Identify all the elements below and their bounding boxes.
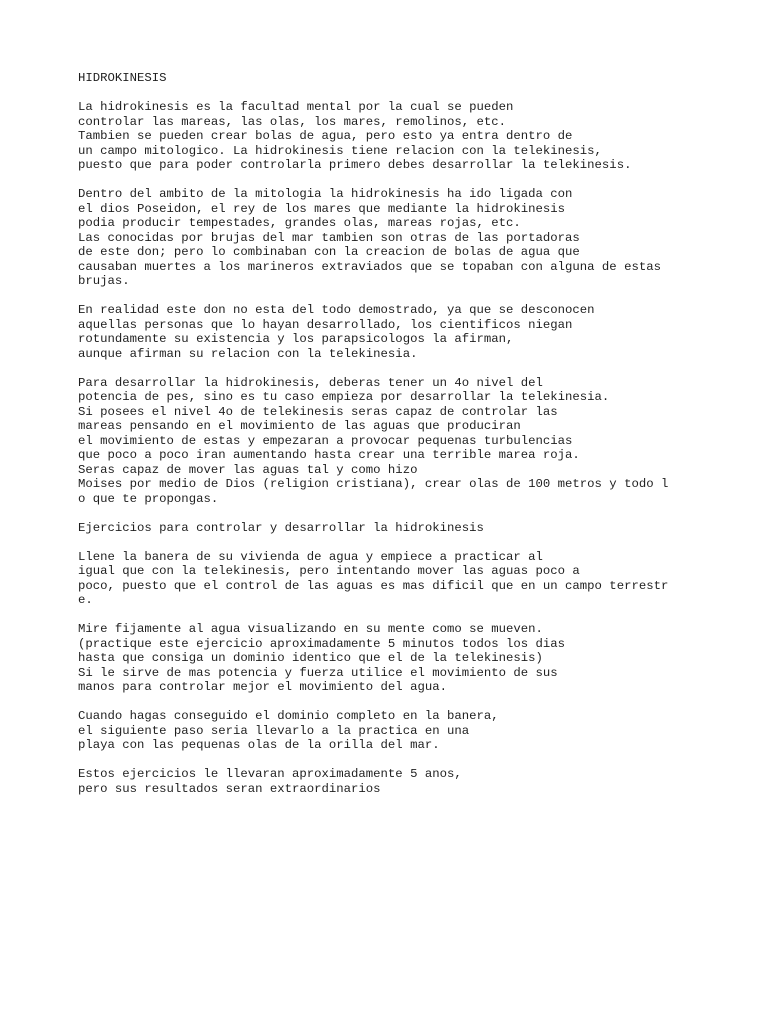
text-line: pero sus resultados seran extraordinarios <box>78 781 381 796</box>
paragraph <box>78 187 758 289</box>
document-paragraphs <box>78 100 758 796</box>
text-line: Las conocidas por brujas del mar tambien son otras de las portadoras <box>78 230 580 245</box>
text-line: aunque afirman su relacion con la telekinesia. <box>78 346 418 361</box>
text-line: controlar las mareas, las olas, los mares, remolinos, etc. <box>78 114 507 129</box>
text-line: Cuando hagas conseguido el dominio completo en la banera, <box>78 709 499 723</box>
text-line: e. <box>78 593 93 607</box>
paragraph <box>78 709 758 753</box>
text-line: igual que con la telekinesis, pero intentando mover las aguas poco a <box>78 564 580 578</box>
text-line: hasta que consiga un dominio identico que el de la telekinesis) <box>78 651 543 665</box>
text-line: Llene la banera de su vivienda de agua y empiece a practicar al <box>78 549 543 564</box>
text-line: La hidrokinesis es la facultad mental por la cual se pueden <box>78 100 514 114</box>
paragraph <box>78 622 758 695</box>
text-line: En realidad este don no esta del todo demostrado, ya que se desconocen <box>78 303 595 317</box>
text-line: brujas. <box>78 274 130 288</box>
text-line: Moises por medio de Dios (religion cristiana), crear olas de 100 metros y todo l <box>78 477 669 491</box>
text-line: Si posees el nivel 4o de telekinesis seras capaz de controlar las <box>78 404 558 419</box>
text-line: o que te propongas. <box>78 491 219 506</box>
text-line: que poco a poco iran aumentando hasta crear una terrible marea roja. <box>78 448 580 462</box>
text-line: Tambien se pueden crear bolas de agua, pero esto ya entra dentro de <box>78 129 573 143</box>
text-line: rotundamente su existencia y los parapsicologos la afirman, <box>78 332 514 346</box>
paragraph <box>78 376 758 507</box>
text-line: Dentro del ambito de la mitologia la hidrokinesis ha ido ligada con <box>78 187 573 201</box>
text-line: Mire fijamente al agua visualizando en su mente como se mueven. <box>78 622 543 636</box>
text-line: causaban muertes a los marineros extraviados que se topaban con alguna de estas <box>78 259 661 274</box>
paragraph <box>78 767 758 796</box>
document-body <box>78 71 758 796</box>
paragraph <box>78 521 758 536</box>
paragraph <box>78 303 758 361</box>
text-line: (practique este ejercicio aproximadamente 5 minutos todos los dias <box>78 636 566 651</box>
text-line: Para desarrollar la hidrokinesis, deberas tener un 4o nivel del <box>78 375 543 390</box>
text-line: Si le sirve de mas potencia y fuerza utilice el movimiento de sus <box>78 665 558 680</box>
text-line: el movimiento de estas y empezaran a provocar pequenas turbulencias <box>78 433 573 448</box>
text-line: playa con las pequenas olas de la orilla del mar. <box>78 738 440 752</box>
text-line: mareas pensando en el movimiento de las aguas que produciran <box>78 419 521 433</box>
text-line: potencia de pes, sino es tu caso empieza por desarrollar la telekinesia. <box>78 390 610 404</box>
text-line: un campo mitologico. La hidrokinesis tiene relacion con la telekinesis, <box>78 143 602 158</box>
text-line: Ejercicios para controlar y desarrollar la hidrokinesis <box>78 520 484 535</box>
text-line: podia producir tempestades, grandes olas, mareas rojas, etc. <box>78 216 521 230</box>
paragraph <box>78 100 758 173</box>
text-line: de este don; pero lo combinaban con la creacion de bolas de agua que <box>78 245 580 259</box>
text-line: Estos ejercicios le llevaran aproximadamente 5 anos, <box>78 767 462 781</box>
text-line: el dios Poseidon, el rey de los mares que mediante la hidrokinesis <box>78 201 566 216</box>
text-line: manos para controlar mejor el movimiento del agua. <box>78 680 447 694</box>
paragraph <box>78 550 758 608</box>
text-line: poco, puesto que el control de las aguas es mas dificil que en un campo terrestr <box>78 578 669 593</box>
text-line: puesto que para poder controlarla primero debes desarrollar la telekinesis. <box>78 158 632 172</box>
document-title: HIDROKINESIS <box>78 71 167 85</box>
text-line: aquellas personas que lo hayan desarrollado, los cientificos niegan <box>78 317 573 332</box>
text-line: Seras capaz de mover las aguas tal y como hizo <box>78 462 418 477</box>
text-line: el siguiente paso seria llevarlo a la practica en una <box>78 723 470 738</box>
